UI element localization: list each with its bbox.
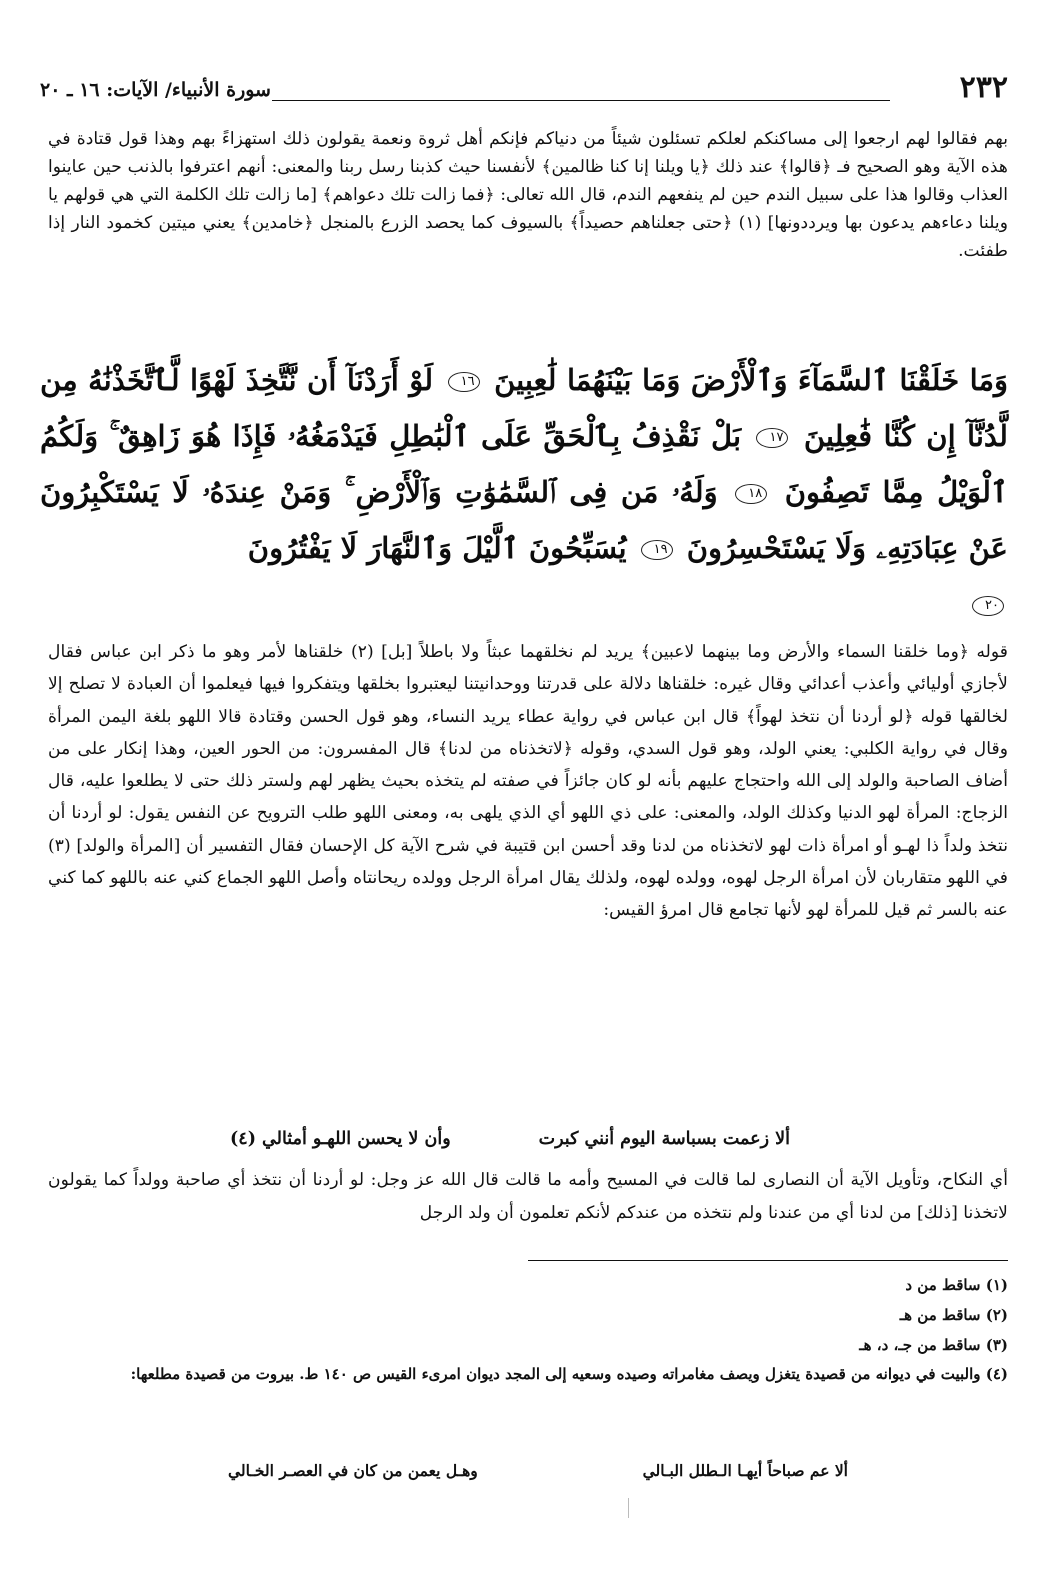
ayah-number-marker: ١٩ (641, 540, 673, 560)
quran-verses (40, 352, 1008, 632)
poem-verse (230, 1124, 790, 1156)
footnote-1: (١) ساقط من د (905, 1276, 1008, 1294)
verse-text: بَلْ نَقْذِفُ بِٱلْحَقِّ عَلَى ٱلْبَٰطِلِ فَيَدْمَغُهُۥ فَإِذَا هُوَ زَاهِقٌ ۚ وَلَكُمُ ٱلْوَيْلُ مِمَّا تَصِفُونَ (40, 419, 1008, 509)
footnotes (48, 1272, 1008, 1390)
ayah-number-marker: ١٦ (448, 372, 480, 392)
poem-hemistich-second: وأن لا يحسن اللهـو أمثالي (٤) (230, 1129, 451, 1149)
running-title: سورة الأنبياء/ الآيات: ١٦ ـ ٢٠ (40, 79, 271, 101)
tail-text: أي النكاح، وتأويل الآية أن النصارى لما قالت في المسيح وأمه ما قالت قال الله عز وجل: لو أردنا أن نتخذ أي صاحبة وولداً كما يقولون لاتخذنا [ذلك] من لدنا أي من عندنا ولم نتخذه من عندكم لأنكم تعلمون أن ولد الرجل (48, 1170, 1008, 1223)
header-rule (272, 100, 890, 101)
footnote-poem-hemistich-first: ألا عم صباحاً أيهـا الـطلل البـالي (642, 1461, 848, 1480)
verse-text: وَمَا خَلَقْنَا ٱلسَّمَآءَ وَٱلْأَرْضَ وَمَا بَيْنَهُمَا لَٰعِبِينَ (494, 363, 1008, 397)
commentary-text: قوله ﴿وما خلقنا السماء والأرض وما بينهما لاعبين﴾ يريد لم نخلقهما عبثاً ولا باطلاً [بل] (٢) خلقناها لأمر وهو ما ذكر ابن عباس فقال لأجازي أوليائي وأعذب أعدائي وقال غيره: خلقناها دلالة على قدرتنا ووحدانيتنا ليعتبروا بخلقها ويتفكروا فيها فيعلموا أن العبادة لا تصلح إلا لخالقها قوله ﴿لو أردنا أن نتخذ لهواً﴾ قال ابن عباس في رواية عطاء يريد النساء، وهو قول الحسن وقتادة قالا اللهو بلغة اليمن المرأة وقال في رواية الكلبي: يعني الولد، وهو قول السدي، وقوله ﴿لاتخذناه من لدنا﴾ قال المفسرون: من الحور العين، وهذا إنكار على من أضاف الصاحبة والولد إلى الله واحتجاج عليهم بأنه لو كان جائزاً في صفته لم يتخذه بحيث يظهر لهم ولستر ذلك حتى لا يطلعوا عليه، قال الزجاج: المرأة لهو الدنيا وكذلك الولد، والمعنى: على ذي اللهو أي الذي يلهى به، ومعنى اللهو طلب الترويح عن النفس يقول: لو أردنا أن نتخذ ولداً ذا لهـو أو امرأة ذات لهو لاتخذناه من لدنا وقد أحسن ابن قتيبة في شرح الآية كل الإحسان فقال التفسير أن [المرأة والولد] (٣) في اللهو متقاربان لأن امرأة الرجل لهوه، وولده لهوه، ولذلك يقال امرأة الرجل وولده ريحانتاه وأصل اللهو الجماع كني عنه باللهو كما كني عنه بالسر ثم قيل للمرأة لهو لأنها تجامع قال امرؤ القيس: (48, 642, 1008, 921)
commentary-paragraph (48, 636, 1008, 927)
ayah-number-marker: ١٨ (735, 484, 767, 504)
footnote-3: (٣) ساقط من جـ، د، هـ (859, 1336, 1008, 1354)
tail-paragraph (48, 1164, 1008, 1230)
footnote-2: (٢) ساقط من هـ (899, 1306, 1008, 1324)
ayah-number-marker: ١٧ (756, 428, 788, 448)
verse-text: وَلَهُۥ مَن فِى ٱلسَّمَٰوَٰتِ وَٱلْأَرْضِ ۚ وَمَنْ عِندَهُۥ لَا يَسْتَكْبِرُونَ عَنْ عِبَادَتِهِۦ وَلَا يَسْتَحْسِرُونَ (40, 475, 1008, 565)
footnote-poem-hemistich-second: وهـل يعمن من كان في العصـر الخـالي (228, 1461, 478, 1480)
footnote-poem-verse (228, 1458, 848, 1486)
intro-paragraph (48, 125, 1008, 265)
footnote-separator (528, 1260, 1008, 1261)
verse-text: لَوْ أَرَدْنَآ أَن نَّتَّخِذَ لَهْوًا لَّٱتَّخَذْنَٰهُ مِن لَّدُنَّآ إِن كُنَّا فَٰعِلِينَ (40, 363, 1008, 453)
footnote-4: (٤) والبيت في ديوانه من قصيدة يتغزل ويصف مغامراته وصيده وسعيه إلى المجد ديوان امرىء القيس ص ١٤٠ ط. بيروت من قصيدة مطلعها: (130, 1365, 1008, 1383)
verse-text: يُسَبِّحُونَ ٱلَّيْلَ وَٱلنَّهَارَ لَا يَفْتُرُونَ (247, 531, 627, 565)
ayah-number-marker: ٢٠ (972, 596, 1004, 616)
poem-hemistich-first: ألا زعمت بسباسة اليوم أنني كبرت (538, 1129, 790, 1149)
scan-artifact-mark (628, 1498, 629, 1518)
page-number: ٢٣٢ (959, 70, 1008, 105)
page-header (40, 70, 1008, 112)
intro-text: بهم فقالوا لهم ارجعوا إلى مساكنكم لعلكم تسئلون شيئاً من دنياكم فإنكم أهل ثروة ونعمة يقولون ذلك استهزاءً بهم وهذا قول قتادة في هذه الآية وهو الصحيح فـ ﴿قالوا﴾ عند ذلك ﴿يا ويلنا إنا كنا ظالمين﴾ لأنفسنا حيث كذبنا رسل ربنا والمعنى: أنهم اعترفوا بالذنب حين عاينوا العذاب وقالوا هذا على سبيل الندم حين لم ينفعهم الندم، قال الله تعالى: ﴿فما زالت تلك دعواهم﴾ [ما زالت تلك الكلمة التي هي قولهم يا ويلنا دعاءهم يدعون بها ويرددونها] (١) ﴿حتى جعلناهم حصيداً﴾ بالسيوف كما يحصد الزرع بالمنجل ﴿خامدين﴾ يعني ميتين كخمود النار إذا طفئت. (48, 129, 1008, 261)
